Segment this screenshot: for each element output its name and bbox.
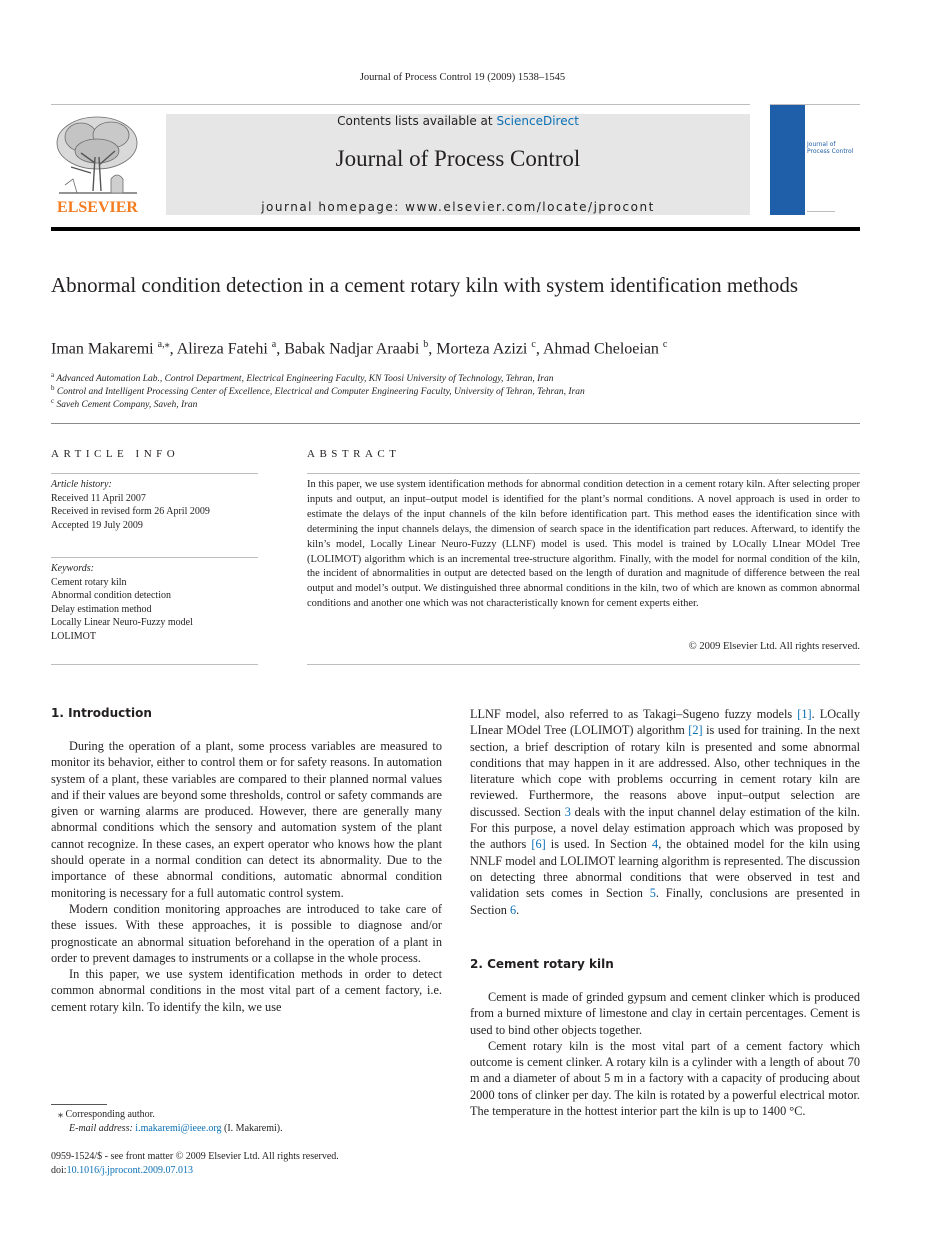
author-name: Ahmad Cheloeian [542, 340, 659, 358]
revised-date: Received in revised form 26 April 2009 [51, 506, 210, 517]
keywords-label: Keywords: [51, 563, 94, 574]
intro-paragraph-2: Modern condition monitoring approaches are introduced to take care of these issues. With these approaches, it is possible to diagnose and/or prognosticate an abnormal situation beforehand in the operation of a plant in order to prevent damages to instruments or a collapse in the whole process. [51, 901, 442, 965]
footnote [58, 1108, 283, 1136]
section-2-paragraph-2: Cement rotary kiln is the most vital part of a cement factory which outcome is cement clinker. A rotary kiln is a cylinder with a length of about 70 m and a diameter of about 5 m in a factory with a capacity of producing about 2000 tons of clinker per day. The kiln is rotated by a powerful electrical motor. The temperature in the hottest interior part the kiln is up to 1400 °C. [470, 1038, 860, 1119]
author-name: Iman Makaremi [51, 340, 154, 358]
article-title: Abnormal condition detection in a cement rotary kiln with system identification methods [51, 273, 799, 297]
author-name: Morteza Azizi [436, 340, 528, 358]
publisher-name: ELSEVIER [57, 199, 138, 216]
keyword: Cement rotary kiln [51, 576, 127, 588]
reference-link[interactable]: [6] [531, 837, 546, 852]
journal-reference: Journal of Process Control 19 (2009) 1538–1545 [359, 72, 566, 83]
keyword: Locally Linear Neuro-Fuzzy model [51, 617, 193, 628]
author-affiliation-mark: a,⁎ [157, 339, 170, 350]
cover-spine [770, 105, 805, 215]
affiliation-b: $^b$ Control and Intelligent Processing Center of Excellence, Electrical and Computer Engineering Faculty, University of Tehran, Tehran, Iran [51, 384, 585, 398]
author-name: Alireza Fatehi [176, 340, 268, 358]
section-link[interactable]: 4 [652, 837, 659, 852]
section-link[interactable]: 6 [509, 902, 517, 917]
abstract-text: In this paper, we use system identification methods for abnormal condition detection in a cement rotary kiln. After selecting proper inputs and output, an input–output model is identified for the plant’s normal conditions. A novel approach is used in order to estimate the delays of the input channels of the kiln before identification part. This method eases the identification since with determining the input channels delays, the dimension of search space in the identification part reduces. Afterward, to identify the kiln’s model, Locally Linear Neuro-Fuzzy (LLNF) model is used. This model is trained by LOcally LInear MOdel Tree (LOLIMOT) algorithm which is an incremental tree-structure algorithm. Finally, with the model for normal condition of the kiln, the incident of abnormalities in output are detected based on the length of duration and magnitude of difference between the real output and model’s output. We distinguished three abnormal conditions in the kiln, two of which are known as common abnormal conditions and another one which was not characteristically known for cement experts either. [307, 479, 860, 610]
header-rule [51, 104, 750, 105]
footnote-rule [51, 1104, 107, 1105]
section-1-heading: 1. Introduction [51, 706, 152, 720]
reference-link[interactable]: [2] [688, 723, 703, 738]
author-separator: , [428, 340, 437, 358]
abstract-heading: ABSTRACT [307, 448, 401, 460]
author-affiliation-mark: c [662, 339, 668, 350]
affiliation-a: $^a$ Advanced Automation Lab., Control Department, Electrical Engineering Faculty, KN Toosi University of Technology, Tehran, Iran [51, 371, 554, 385]
section-link[interactable]: 5 [649, 886, 656, 901]
intro-continuation: LLNF model, also referred to as Takagi–Sugeno fuzzy models [1]. LOcally LInear MOdel Tree (LOLIMOT) algorithm [2] is used for training. In the next section, a brief description of rotary kiln is presented and some abnormal conditions that may happen in it are addressed. Also, other techniques in the literature which cope with problems occurring in cement rotary kiln are reviewed. Furthermore, the reasons above input–output selection are discussed. Section 3 deals with the input channel delay estimation of the kiln. For this purpose, a novel delay estimation approach which was proposed by the authors [6] is used. In Section 4, the obtained model for the kiln using NNLF model and LOLIMOT learning algorithm is represented. The discussion on detecting three abnormal conditions that were observed in test and validation sets comes in Section 5. Finally, conclusions are presented in Section 6. [470, 707, 860, 917]
author-separator: , [535, 340, 543, 358]
corresponding-author-note: ⁎ Corresponding author. [58, 1109, 155, 1120]
journal-title: Journal of Process Control [335, 146, 581, 171]
doi-line: doi:10.1016/j.jprocont.2009.07.013 [51, 1165, 193, 1176]
abstract-copyright: © 2009 Elsevier Ltd. All rights reserved. [688, 641, 860, 652]
info-top-rule [51, 423, 860, 424]
intro-paragraph-3: In this paper, we use system identification methods in order to detect common abnormal conditions in the most vital part of a cement factory, i.e. cement rotary kiln. To identify the kiln, we use [51, 967, 442, 1014]
section-2-paragraph-1: Cement is made of grinded gypsum and cement clinker which is produced from a burned mixture of limestone and clay in certain percentages. Cement is used to bind other objects together. [470, 990, 860, 1037]
author-separator: , [276, 340, 285, 358]
author-affiliation-mark: a [271, 339, 277, 350]
email-note: E-mail address: i.makaremi@ieee.org (I. Makaremi). [69, 1123, 283, 1134]
thick-header-rule [51, 227, 860, 231]
contents-line [166, 114, 750, 128]
accepted-date: Accepted 19 July 2009 [51, 519, 143, 531]
journal-cover [770, 104, 860, 216]
elsevier-tree-logo [51, 113, 144, 199]
article-info-rule [51, 473, 258, 474]
received-date: Received 11 April 2007 [51, 492, 146, 504]
email-link[interactable]: i.makaremi@ieee.org [135, 1123, 222, 1134]
author-affiliation-mark: c [531, 339, 536, 350]
author-list [51, 339, 860, 358]
journal-homepage[interactable]: journal homepage: www.elsevier.com/locate/jprocont [261, 200, 655, 214]
issn-line: 0959-1524/$ - see front matter © 2009 Elsevier Ltd. All rights reserved. [51, 1151, 339, 1162]
cover-rule [807, 211, 835, 212]
contents-prefix: Contents lists available at [337, 114, 493, 128]
keyword: Abnormal condition detection [51, 590, 171, 601]
section-2-text [470, 989, 860, 1119]
abstract-bottom-rule [307, 664, 860, 665]
author-separator: , [169, 340, 177, 358]
intro-paragraph-1: During the operation of a plant, some process variables are measured to monitor its behavior, either to control them or for safety reasons. In automation system of a plant, these variables are compared to their planned normal values and if their values are beyond some thresholds, control or safety commands are given or warning alarms are produced. However, there are generally many abnormal conditions which the sensory and automation system of the plant cannot recognize. In these cases, an expert operator who knows how the plant should operate in a normal condition can detect its abnormality. Due to the importance of these abnormal conditions, automatic abnormal condition monitoring is necessary for a full automatic control system. [51, 739, 442, 900]
keywords-block [51, 562, 261, 643]
keyword: LOLIMOT [51, 630, 96, 642]
sciencedirect-link[interactable]: ScienceDirect [496, 114, 579, 128]
cover-title: Journal of Process Control [807, 141, 854, 155]
right-column-text [470, 706, 860, 918]
history-label: Article history: [51, 479, 112, 490]
author-affiliation-mark: b [423, 339, 429, 350]
author-name: Babak Nadjar Araabi [284, 340, 420, 358]
keywords-rule [51, 557, 258, 558]
section-link[interactable]: 3 [564, 804, 571, 819]
intro-text [51, 738, 442, 1015]
doi-link[interactable]: 10.1016/j.jprocont.2009.07.013 [66, 1165, 193, 1176]
section-2-heading: 2. Cement rotary kiln [470, 957, 614, 971]
abstract-rule [307, 473, 860, 474]
article-info-heading: ARTICLE INFO [51, 448, 180, 460]
affiliation-c: $^c$ Saveh Cement Company, Saveh, Iran [51, 397, 198, 411]
reference-link[interactable]: [1] [797, 707, 812, 721]
keyword: Delay estimation method [51, 603, 152, 615]
page-footer [51, 1150, 339, 1178]
article-history [51, 478, 261, 532]
article-info-bottom-rule [51, 664, 258, 665]
